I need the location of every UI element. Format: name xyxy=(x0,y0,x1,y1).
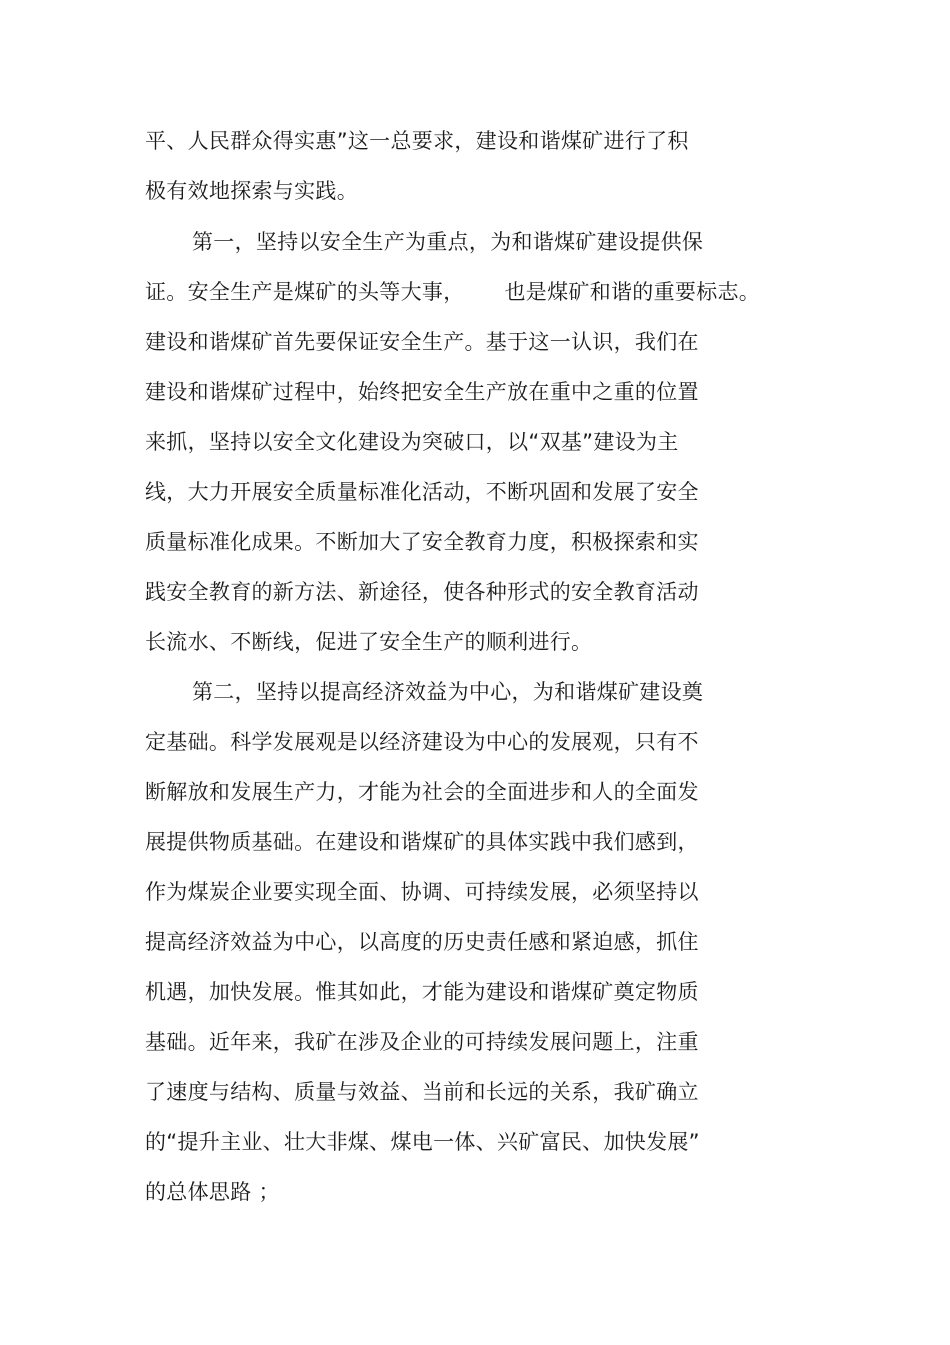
text-line-8: 线，大力开展安全质量标准化活动，不断巩固和发展了安全 xyxy=(145,480,699,504)
text-line-13: 定基础。科学发展观是以经济建设为中心的发展观，只有不 xyxy=(145,730,699,754)
paragraph-1-first-line: 第一，坚持以安全生产为重点，为和谐煤矿建设提供保 xyxy=(192,230,704,254)
text-line-14: 断解放和发展生产力，才能为社会的全面进步和人的全面发 xyxy=(145,780,699,804)
text-line-4 xyxy=(145,278,760,306)
text-line-6: 建设和谐煤矿过程中，始终把安全生产放在重中之重的位置 xyxy=(145,380,699,404)
text-line-11: 长流水、不断线，促进了安全生产的顺利进行。 xyxy=(145,630,593,654)
paragraph-2-first-line: 第二，坚持以提高经济效益为中心，为和谐煤矿建设奠 xyxy=(192,680,704,704)
text-line-2: 极有效地探索与实践。 xyxy=(145,179,358,203)
text-line-19: 基础。近年来，我矿在涉及企业的可持续发展问题上，注重 xyxy=(145,1030,699,1054)
text-line-15: 展提供物质基础。在建设和谐煤矿的具体实践中我们感到， xyxy=(145,830,699,854)
text-line-22: 的总体思路 ； xyxy=(145,1180,280,1204)
text-segment-b: 也是煤矿和谐的重要标志。 xyxy=(504,280,761,304)
text-line-16: 作为煤炭企业要实现全面、协调、可持续发展，必须坚持以 xyxy=(145,880,699,904)
text-line-17: 提高经济效益为中心，以高度的历史责任感和紧迫感，抓住 xyxy=(145,930,699,954)
text-line-20: 了速度与结构、质量与效益、当前和长远的关系，我矿确立 xyxy=(145,1080,699,1104)
text-line-21: 的“提升主业、壮大非煤、煤电一体、兴矿富民、加快发展” xyxy=(145,1130,700,1154)
text-line-7: 来抓，坚持以安全文化建设为突破口，以“双基”建设为主 xyxy=(145,430,679,454)
text-line-18: 机遇，加快发展。惟其如此，才能为建设和谐煤矿奠定物质 xyxy=(145,980,699,1004)
text-line-10: 践安全教育的新方法、新途径，使各种形式的安全教育活动 xyxy=(145,580,699,604)
text-line-9: 质量标准化成果。不断加大了安全教育力度，积极探索和实 xyxy=(145,530,699,554)
text-segment-a: 证。安全生产是煤矿的头等大事， xyxy=(145,280,465,304)
text-line-5: 建设和谐煤矿首先要保证安全生产。基于这一认识，我们在 xyxy=(145,330,699,354)
text-line-1: 平、人民群众得实惠”这一总要求，建设和谐煤矿进行了积 xyxy=(145,129,689,153)
